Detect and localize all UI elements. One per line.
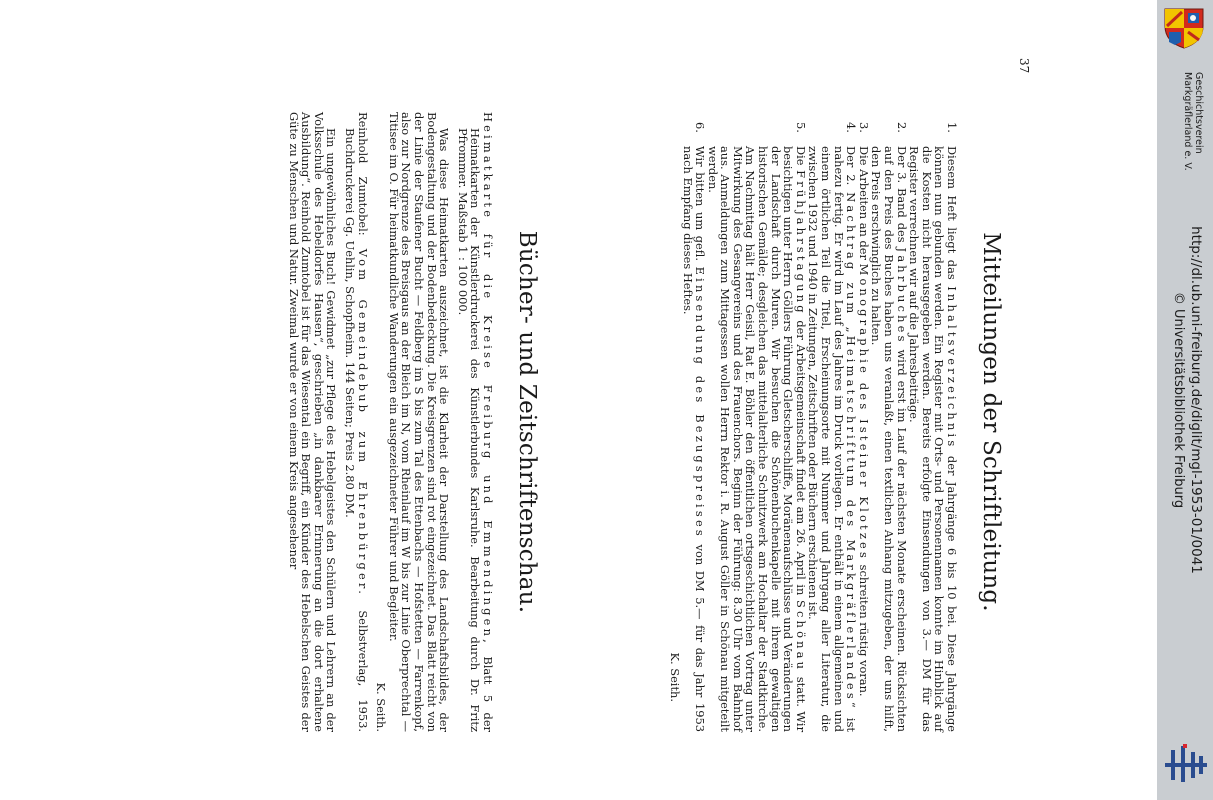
permalink-url[interactable]: http://dl.ub.uni-freiburg.de/diglit/mgl-1953-01/0041 bbox=[1188, 226, 1204, 574]
section-title-notices: Mitteilungen der Schriftleitung. bbox=[978, 232, 1004, 612]
university-library-logo-icon bbox=[1163, 744, 1209, 784]
review-1-signature: K. Seith. bbox=[374, 682, 389, 732]
reviews-section bbox=[287, 112, 540, 732]
society-label bbox=[1182, 72, 1204, 252]
notice-item: 4. Der 2. Nachtrag zum „Heimatschrifttum des Markgräflerlandes“ ist nahezu fertig. Er wird im Lauf des Jahres im Druck vorliegen. Er enthält in einem allgemeinen und einem örtlichen Teil die Titel, Erscheinungsorte mit Nummer und Jahrgang aller Literatur, die zwischen 1932 und 1940 in Zeitungen, Zeitschriften oder Büchern erschienen ist. bbox=[806, 122, 859, 732]
notices-section bbox=[668, 112, 1004, 732]
review-2-body: Ein ungewöhnliches Buch! Gewidmet „zur Pflege des Hebelgeistes den Schülern und Lehrern an der Volksschule des Hebeldorfes Hausen“, geschrieben „in dankbarer Erinnerung an die dort erhaltene Ausbildung“. Reinhold Zumtobel ist für das Wiesental ein Begriff, ein Künder des Hebelschen Geistes der Güte zu Menschen und Natur. Zweimal wurde er von einem Kreis angesehener bbox=[286, 112, 339, 732]
signature: K. Seith. bbox=[667, 652, 682, 702]
notice-item: 1. Diesem Heft liegt das Inhaltsverzeichnis der Jahrgänge 6 bis 10 bei. Diese Jahrgänge können nun gebunden werden. Ein Register mit Orts- und Personennamen konnte im Hinblick auf die Kosten nicht herausgegeben werden. Bereits erfolgte Einsendungen von 3.— DM für das Register verrechnen wir auf die Jahresbeiträge. bbox=[907, 122, 959, 733]
notice-item: 6. Wir bitten um gefl. Einsendung des Bezugspreises von DM 5.— für das Jahr 1953 nach Empfang dieses Heftes. bbox=[680, 122, 708, 732]
section-title-reviews: Bücher- und Zeitschriftenschau. bbox=[514, 230, 540, 614]
review-2-header: Reinhold Zumtobel: Vom Gemeindebub zum Ehrenbürger. Selbstverlag, 1953. Buchdruckerei Gg. Uehlin, Schopfheim. 144 Seiten; Preis 2.80 DM. bbox=[343, 112, 370, 732]
scanned-page bbox=[0, 52, 1040, 762]
society-line-2: Markgräflerland e. V. bbox=[1182, 72, 1193, 171]
notice-item: 2. Der 3. Band des Jahrbuches wird erst im Lauf der nächsten Monate erscheinen. Rücksichten auf den Preis des Buches haben uns veranlaßt, einen textlichen Anhang mitzugeben, der uns hilft, den Preis erschwinglich zu halten. bbox=[869, 122, 909, 732]
notice-list bbox=[681, 112, 958, 732]
review-1-body: Was diese Heimatkarten auszeichnet, ist die Klarheit der Darstellung des Landschaftsbildes, der Bodengestaltung und der Bodenbedeckung. Die Kreisgrenzen sind rot eingezeichnet. Das Blatt reicht von der Linie der Staufener Bucht — Feldberg im S bis zum Tal des Ettenbachs — Hofstetten — Farrenkopf, also zur Nordgrenze des Breisgaus an der Bleich im N, vom Rheinlauf im W bis zur Linie Oberprechtal — Titisee im O. Für heimatkundliche Wanderungen ein ausgezeichneter Führer und Begleiter. bbox=[386, 112, 452, 732]
copyright-text: © Universitätsbibliothek Freiburg bbox=[1171, 291, 1186, 509]
society-line-1: Geschichtsverein bbox=[1193, 72, 1204, 154]
notice-item: 5. Die Frühjahrstagung der Arbeitsgemeinschaft findet am 26. April in Schönau statt. Wir besichtigen unter Herrn Göllers Führung Gletscherschliffe, Moränenaufschlüsse und Veränderungen der Landschaft durch Muren. Wir besuchen die Schönenbuchenkapelle mit ihrem gewaltigen historischen Gemälde; desgleichen das mittelalterliche Schnitzwerk am Hochaltar der Stadtkirche. Am Nachmittag hält Herr Geisil, Rat E. Böhler den öffentlichen ortsgeschichtlichen Vortrag unter Mitwirkung des Gesangvereins und des Frauenchors. Beginn der Führung: 8.30 Uhr vom Bahnhof aus. Anmeldungen zum Mittagessen wollen Herrn Rektor i. R. August Göller in Schönau mitgeteilt werden. bbox=[705, 122, 808, 733]
page-number: 37 bbox=[1017, 58, 1031, 74]
coat-of-arms-icon bbox=[1161, 6, 1207, 50]
notice-item: 3. Die Arbeiten an der Monographie des Isteiner Klotzes schreiten rüstig voran. bbox=[856, 122, 871, 697]
review-1-header: Heimatkarte für die Kreise Freiburg und Emmendingen, Blatt 5 der Heimatkarten der Künstlerdruckerei des Künstlerbundes Karlsruhe. Bearbeitung durch Dr. Fritz Pfrommer. Maßstab 1 : 100 000. bbox=[455, 112, 495, 733]
